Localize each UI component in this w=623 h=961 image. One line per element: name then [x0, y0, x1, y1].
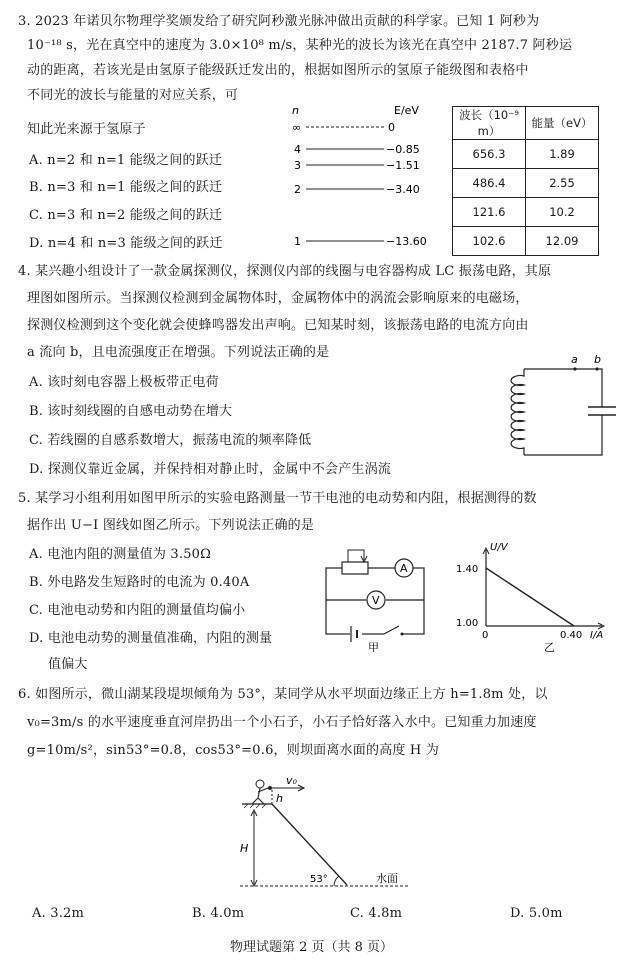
angle-arc: [334, 876, 339, 886]
v0-label: v₀: [286, 774, 297, 787]
dam-slope: [272, 804, 347, 885]
level-n: 2: [294, 183, 301, 196]
ammeter-label: A: [400, 562, 408, 575]
q4-line-4: a 流向 b，且电流强度正在增强。下列说法正确的是: [27, 345, 330, 360]
q5-option-b: B. 外电路发生短路时的电流为 0.40A: [29, 575, 250, 590]
lc-circuit-diagram: [504, 352, 616, 462]
level-energy: −3.40: [386, 183, 420, 196]
q6-line-2: v₀=3m/s 的水平速度垂直河岸扔出一个小石子，小石子恰好落入水中。已知重力加速度: [27, 715, 537, 730]
experiment-circuit-diagram: [316, 540, 434, 652]
q3-option-c: C. n=3 和 n=2 能级之间的跃迁: [29, 208, 223, 223]
table-row: [453, 227, 599, 256]
q3-option-d: D. n=4 和 n=3 能级之间的跃迁: [29, 236, 223, 251]
q4-option-c: C. 若线圈的自感系数增大，振荡电流的频率降低: [29, 433, 312, 448]
graph-data-line: [486, 568, 574, 626]
q5-option-a: A. 电池内阻的测量值为 3.50Ω: [29, 547, 212, 562]
q5-option-c: C. 电池电动势和内阻的测量值均偏小: [29, 603, 246, 618]
point-a-label: a: [571, 353, 578, 366]
angle-label: 53°: [310, 874, 328, 885]
table-cell: 121.6: [453, 198, 526, 227]
circuit-wire: [524, 369, 602, 407]
q5-option-d-continued: 值偏大: [48, 657, 88, 672]
table-cell: 102.6: [453, 227, 526, 256]
voltmeter-label: V: [372, 594, 380, 607]
q4-line-2: 理图如图所示。当探测仪检测到金属物体时，金属物体中的涡流会影响原来的电磁场，: [27, 291, 529, 306]
wavelength-energy-table: [452, 106, 599, 256]
table-cell: 2.55: [526, 169, 599, 198]
graph-y-tick-top: 1.40: [456, 564, 479, 575]
q3-line-5: 知此光来源于氢原子: [27, 122, 146, 137]
stone: [268, 786, 272, 790]
q4-option-a: A. 该时刻电容器上极板带正电荷: [29, 375, 219, 390]
H-label: H: [240, 842, 249, 855]
level-infinity: [292, 121, 395, 134]
table-header-wavelength: 波长（10⁻⁹ m）: [453, 107, 526, 140]
person-figure: [252, 780, 268, 804]
q5-line-1: 5. 某学习小组利用如图甲所示的实验电路测量一节干电池的电动势和内阻，根据测得的数: [18, 491, 537, 506]
table-row: [453, 140, 599, 169]
point-b-label: b: [594, 353, 601, 366]
table-header-row: [453, 107, 599, 140]
graph-x-origin: 0: [482, 630, 489, 641]
q4-option-b: B. 该时刻线圈的自感电动势在增大: [29, 404, 233, 419]
level-n: 3: [294, 159, 301, 172]
water-label: 水面: [376, 872, 398, 885]
inductor-coil: [511, 369, 524, 455]
circuit-wire: [524, 415, 602, 455]
level-energy: −0.85: [386, 143, 420, 156]
dam-figure: [232, 772, 422, 890]
rheostat-slider: [348, 550, 364, 562]
table-cell: 1.89: [526, 140, 599, 169]
table-header-energy: 能量（eV）: [526, 107, 599, 140]
q3-line-4: 不同光的波长与能量的对应关系，可: [27, 88, 239, 103]
u-i-graph: [452, 540, 616, 652]
energy-axis-label: E/eV: [394, 104, 419, 117]
table-row: [453, 169, 599, 198]
level-energy: 0: [388, 121, 395, 134]
circuit-caption: 甲: [368, 641, 379, 652]
q4-line-3: 探测仪检测到这个变化就会使蜂鸣器发出声响。已知某时刻，该振荡电路的电流方向由: [27, 318, 529, 333]
q3-option-a: A. n=2 和 n=1 能级之间的跃迁: [29, 153, 223, 168]
level-energy: −1.51: [386, 159, 420, 172]
n-axis-label: n: [292, 104, 299, 117]
q6-option-c: C. 4.8m: [350, 906, 403, 921]
point-b-dot: [595, 367, 598, 370]
q4-option-d: D. 探测仪靠近金属，并保持相对静止时，金属中不会产生涡流: [29, 462, 392, 477]
rheostat: [342, 562, 368, 574]
table-cell: 656.3: [453, 140, 526, 169]
energy-level-diagram: [288, 100, 444, 250]
graph-y-axis-label: U/V: [490, 542, 508, 553]
point-a-dot: [573, 367, 576, 370]
table-row: [453, 198, 599, 227]
q3-option-b: B. n=3 和 n=1 能级之间的跃迁: [29, 180, 223, 195]
level-2: [294, 183, 420, 196]
graph-y-tick-bottom: 1.00: [456, 618, 479, 629]
q3-line-2: 10⁻¹⁸ s，光在真空中的速度为 3.0×10⁸ m/s，某种光的波长为该光在真空中 2187.7 阿秒运: [27, 38, 573, 53]
level-n: 4: [294, 143, 301, 156]
graph-x-axis-label: I/A: [590, 630, 604, 641]
page-footer: 物理试题第 2 页（共 8 页）: [229, 940, 394, 955]
q6-option-a: A. 3.2m: [32, 906, 85, 921]
q5-line-2: 据作出 U−I 图线如图乙所示。下列说法正确的是: [27, 518, 315, 533]
q4-line-1: 4. 某兴趣小组设计了一款金属探测仪，探测仪内部的线圈与电容器构成 LC 振荡电路，其原: [18, 264, 552, 279]
q6-line-3: g=10m/s²，sin53°=0.8，cos53°=0.6，则坝面离水面的高度 H 为: [27, 743, 439, 758]
q3-line-3: 动的距离，若该光是由氢原子能级跃迁发出的，根据如图所示的氢原子能级图和表格中: [27, 63, 529, 78]
level-1: [294, 235, 427, 248]
h-label: h: [276, 792, 283, 805]
level-4: [294, 143, 420, 156]
table-cell: 486.4: [453, 169, 526, 198]
q6-option-b: B. 4.0m: [192, 906, 245, 921]
q6-option-d: D. 5.0m: [510, 906, 563, 921]
table-cell: 10.2: [526, 198, 599, 227]
level-energy: −13.60: [386, 235, 427, 248]
switch-contact: [401, 633, 404, 636]
table-cell: 12.09: [526, 227, 599, 256]
level-3: [294, 159, 420, 172]
q5-option-d: D. 电池电动势的测量值准确，内阻的测量: [29, 631, 273, 646]
q3-line-1: 3. 2023 年诺贝尔物理学奖颁发给了研究阿秒激光脉冲做出贡献的科学家。已知 1 阿秒为: [18, 14, 540, 29]
level-n: 1: [294, 235, 301, 248]
q6-line-1: 6. 如图所示，微山湖某段堤坝倾角为 53°，某同学从水平坝面边缘正上方 h=1.8m 处，以: [18, 687, 548, 702]
graph-x-tick: 0.40: [560, 630, 583, 641]
graph-caption: 乙: [544, 641, 555, 652]
level-n: ∞: [292, 121, 302, 134]
